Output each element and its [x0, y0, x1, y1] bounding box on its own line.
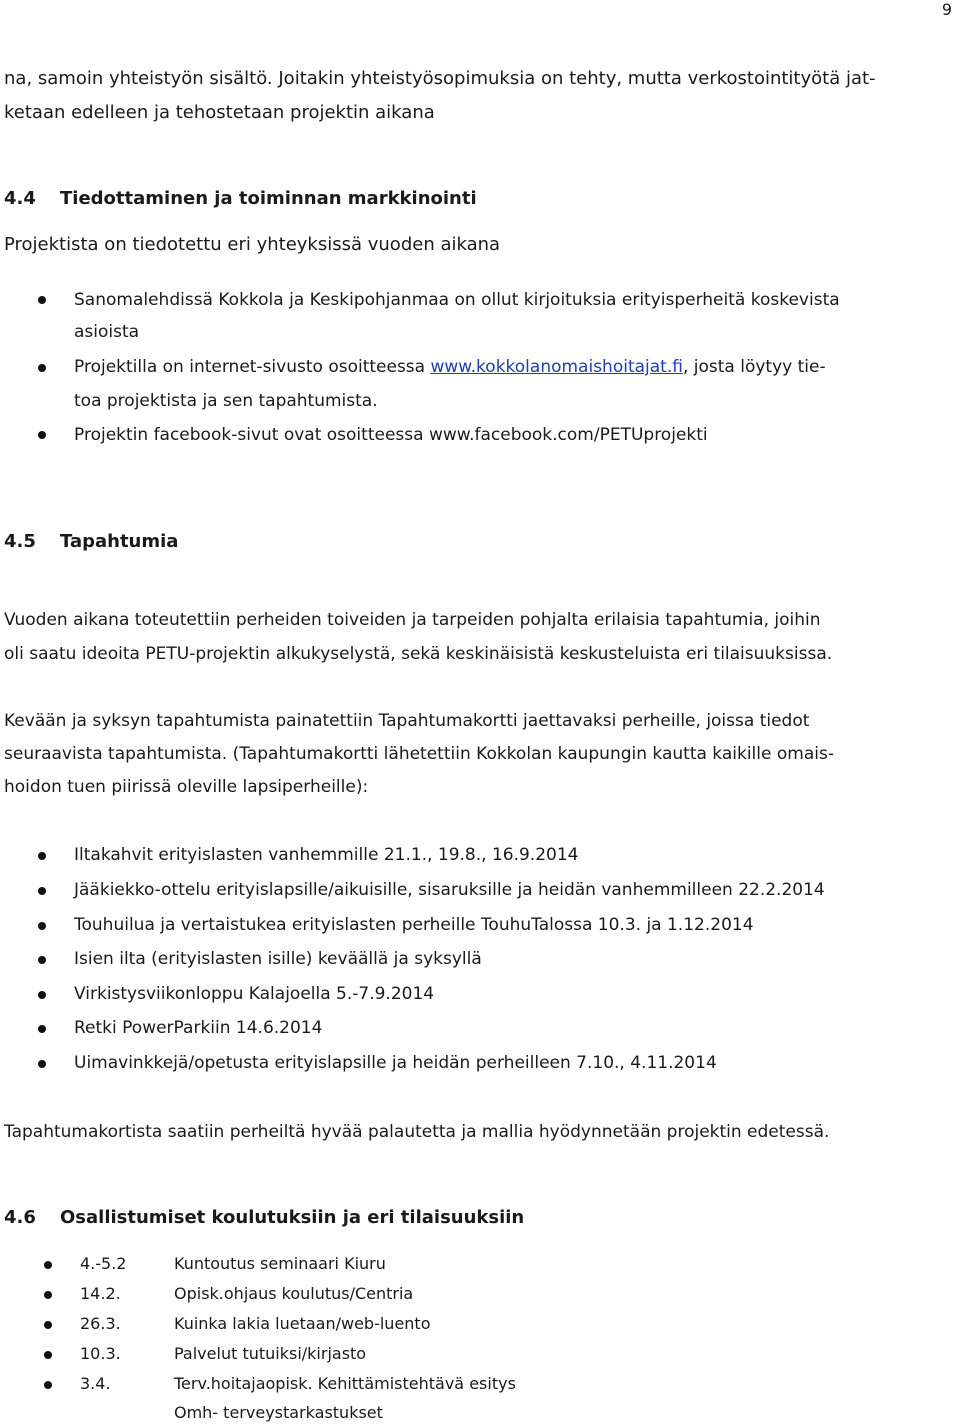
section-4-5-title: Tapahtumia — [60, 531, 179, 552]
training-date: 26.3. — [80, 1314, 121, 1333]
bullet-icon — [38, 887, 46, 895]
event-item: Uimavinkkejä/opetusta erityislapsille ja heidän perheilleen 7.10., 4.11.2014 — [74, 1053, 717, 1073]
training-description: Opisk.ohjaus koulutus/Centria — [174, 1284, 414, 1303]
bullet-icon — [44, 1261, 52, 1269]
training-description: Kuinka lakia luetaan/web-luento — [174, 1314, 431, 1333]
bullet-icon — [38, 922, 46, 930]
training-description: Palvelut tutuiksi/kirjasto — [174, 1344, 367, 1363]
section-4-6-title: Osallistumiset koulutuksiin ja eri tilaisuuksiin — [60, 1207, 525, 1228]
intro-line-2: ketaan edelleen ja tehostetaan projektin aikana — [4, 102, 435, 123]
event-item: Touhuilua ja vertaistukea erityislasten perheille TouhuTalossa 10.3. ja 1.12.2014 — [74, 915, 754, 935]
bullet-icon — [38, 956, 46, 964]
training-description: Kuntoutus seminaari Kiuru — [174, 1254, 386, 1273]
event-item: Retki PowerParkiin 14.6.2014 — [74, 1018, 323, 1038]
paragraph-line: oli saatu ideoita PETU-projektin alkukyselystä, sekä keskinäisistä keskusteluista eri tilaisuuksissa. — [4, 644, 833, 664]
training-date: 10.3. — [80, 1344, 121, 1363]
paragraph-line: seuraavista tapahtumista. (Tapahtumakortti lähetettiin Kokkolan kaupungin kautta kaikille omais- — [4, 744, 834, 764]
bullet-icon — [44, 1291, 52, 1299]
training-description: Terv.hoitajaopisk. Kehittämistehtävä esitys — [174, 1374, 516, 1393]
section-4-5-number: 4.5 — [4, 531, 36, 552]
bullet-icon — [38, 991, 46, 999]
bullet-text-pre: Projektilla on internet-sivusto osoitteessa — [74, 357, 431, 377]
page-number: 9 — [941, 0, 952, 19]
bullet-text-post: , josta löytyy tie- — [682, 357, 826, 377]
bullet-text-continued: asioista — [74, 322, 140, 342]
event-item: Virkistysviikonloppu Kalajoella 5.-7.9.2014 — [74, 984, 435, 1004]
bullet-text — [74, 357, 826, 378]
bullet-icon — [38, 1060, 46, 1068]
bullet-icon — [44, 1351, 52, 1359]
training-date: 3.4. — [80, 1374, 111, 1393]
bullet-icon — [38, 431, 46, 439]
bullet-icon — [44, 1381, 52, 1389]
bullet-text: Projektin facebook-sivut ovat osoitteessa www.facebook.com/PETUprojekti — [74, 425, 708, 445]
website-link[interactable]: www.kokkolanomaishoitajat.fi — [430, 357, 683, 377]
closing-paragraph: Tapahtumakortista saatiin perheiltä hyvää palautetta ja mallia hyödynnetään projektin edetessä. — [4, 1122, 830, 1142]
event-item: Isien ilta (erityislasten isille) keväällä ja syksyllä — [74, 949, 482, 969]
bullet-icon — [38, 1025, 46, 1033]
bullet-icon — [44, 1321, 52, 1329]
section-4-4-title: Tiedottaminen ja toiminnan markkinointi — [60, 188, 477, 209]
section-4-6-number: 4.6 — [4, 1207, 36, 1228]
bullet-text-continued: toa projektista ja sen tapahtumista. — [74, 391, 378, 411]
section-4-4-lead: Projektista on tiedotettu eri yhteyksissä vuoden aikana — [4, 234, 501, 255]
paragraph-line: Vuoden aikana toteutettiin perheiden toiveiden ja tarpeiden pohjalta erilaisia tapahtumia, joihin — [4, 610, 821, 630]
bullet-icon — [38, 852, 46, 860]
intro-line-1: na, samoin yhteistyön sisältö. Joitakin yhteistyösopimuksia on tehty, mutta verkostointityötä jat- — [4, 68, 876, 89]
bullet-icon — [38, 296, 46, 304]
bullet-icon — [38, 364, 46, 372]
event-item: Jääkiekko-ottelu erityislapsille/aikuisille, sisaruksille ja heidän vanhemmilleen 22.2.2014 — [74, 880, 825, 900]
bullet-text: Sanomalehdissä Kokkola ja Keskipohjanmaa on ollut kirjoituksia erityisperheitä koskevista — [74, 290, 840, 310]
section-4-4-number: 4.4 — [4, 188, 36, 209]
training-date: 14.2. — [80, 1284, 121, 1303]
paragraph-line: Kevään ja syksyn tapahtumista painatettiin Tapahtumakortti jaettavaksi perheille, joissa tiedot — [4, 711, 810, 731]
training-date: 4.-5.2 — [80, 1254, 127, 1273]
training-description-continued: Omh- terveystarkastukset — [174, 1403, 383, 1422]
event-item: Iltakahvit erityislasten vanhemmille 21.1., 19.8., 16.9.2014 — [74, 845, 579, 865]
paragraph-line: hoidon tuen piirissä oleville lapsiperheille): — [4, 777, 369, 797]
